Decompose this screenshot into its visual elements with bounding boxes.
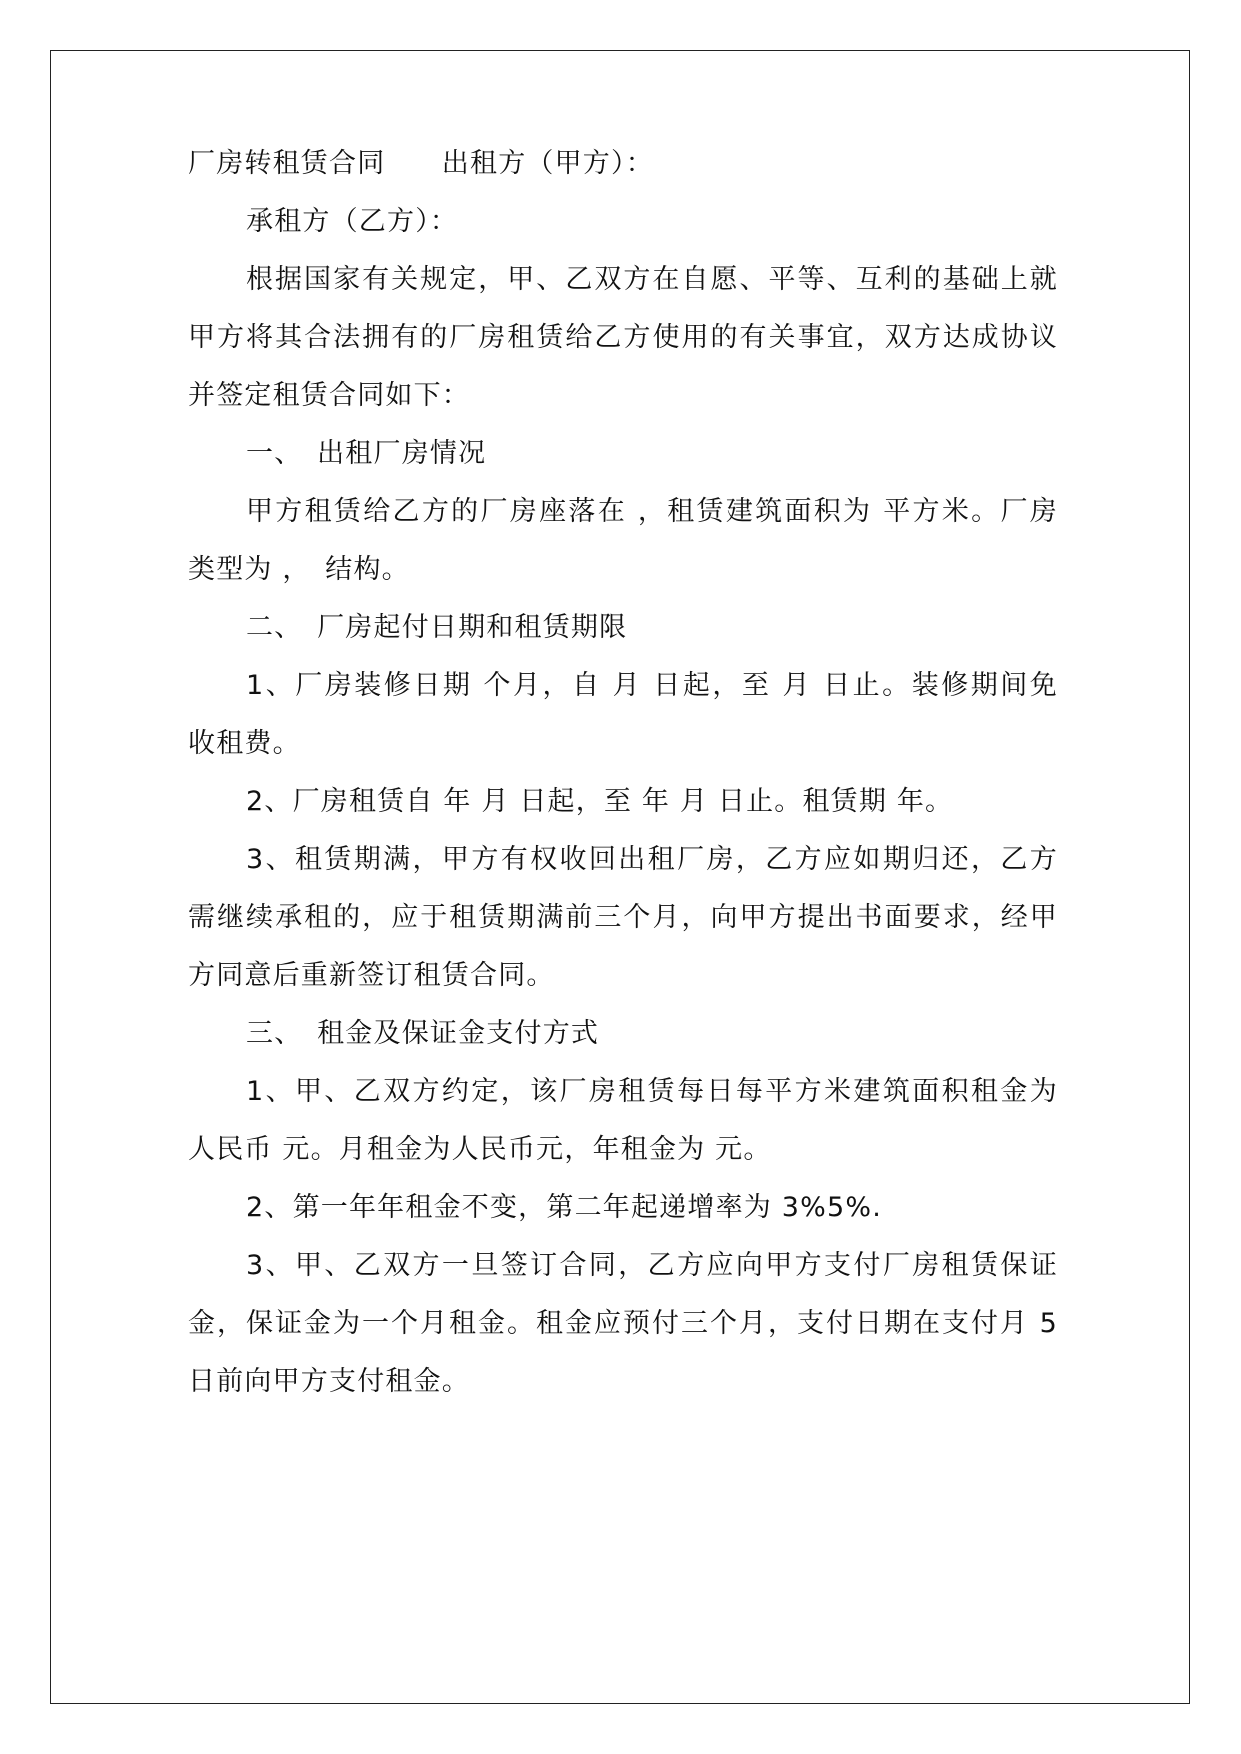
section-heading: 三、 租金及保证金支付方式 xyxy=(246,1018,600,1049)
paragraph-line: 日前向甲方支付租金。 xyxy=(188,1366,470,1397)
paragraph-line: 人民币 元。月租金为人民币元，年租金为 元。 xyxy=(188,1134,772,1165)
section-heading: 二、 厂房起付日期和租赁期限 xyxy=(246,612,628,643)
lessee-line: 承租方（乙方）： xyxy=(246,206,459,237)
paragraph-line: 根据国家有关规定，甲、乙双方在自愿、平等、互利的基础上就 xyxy=(246,264,1058,295)
paragraph-line: 1、甲、乙双方约定，该厂房租赁每日每平方米建筑面积租金为 xyxy=(246,1076,1058,1107)
paragraph-line: 甲方将其合法拥有的厂房租赁给乙方使用的有关事宜，双方达成协议 xyxy=(188,322,1058,353)
paragraph-line: 3、租赁期满，甲方有权收回出租厂房，乙方应如期归还，乙方 xyxy=(246,844,1058,875)
paragraph-line: 并签定租赁合同如下： xyxy=(188,380,470,411)
paragraph-line: 3、甲、乙双方一旦签订合同，乙方应向甲方支付厂房租赁保证 xyxy=(246,1250,1058,1281)
paragraph-line: 2、厂房租赁自 年 月 日起，至 年 月 日止。租赁期 年。 xyxy=(246,786,954,817)
section-heading: 一、 出租厂房情况 xyxy=(246,438,487,469)
paragraph-line: 需继续承租的，应于租赁期满前三个月，向甲方提出书面要求，经甲 xyxy=(188,902,1058,933)
paragraph-line: 类型为 ， 结构。 xyxy=(188,554,410,585)
paragraph-line: 金，保证金为一个月租金。租金应预付三个月，支付日期在支付月 5 xyxy=(188,1308,1058,1339)
paragraph-line: 甲方租赁给乙方的厂房座落在 ，租赁建筑面积为 平方米。厂房 xyxy=(246,496,1058,527)
document-title-line: 厂房转租赁合同 出租方（甲方）： xyxy=(188,148,654,179)
paragraph-line: 收租费。 xyxy=(188,728,301,759)
paragraph-line: 1、厂房装修日期 个月，自 月 日起，至 月 日止。装修期间免 xyxy=(246,670,1058,701)
paragraph-line: 2、第一年年租金不变，第二年起递增率为 3%5%. xyxy=(246,1192,883,1223)
paragraph-line: 方同意后重新签订租赁合同。 xyxy=(188,960,555,991)
